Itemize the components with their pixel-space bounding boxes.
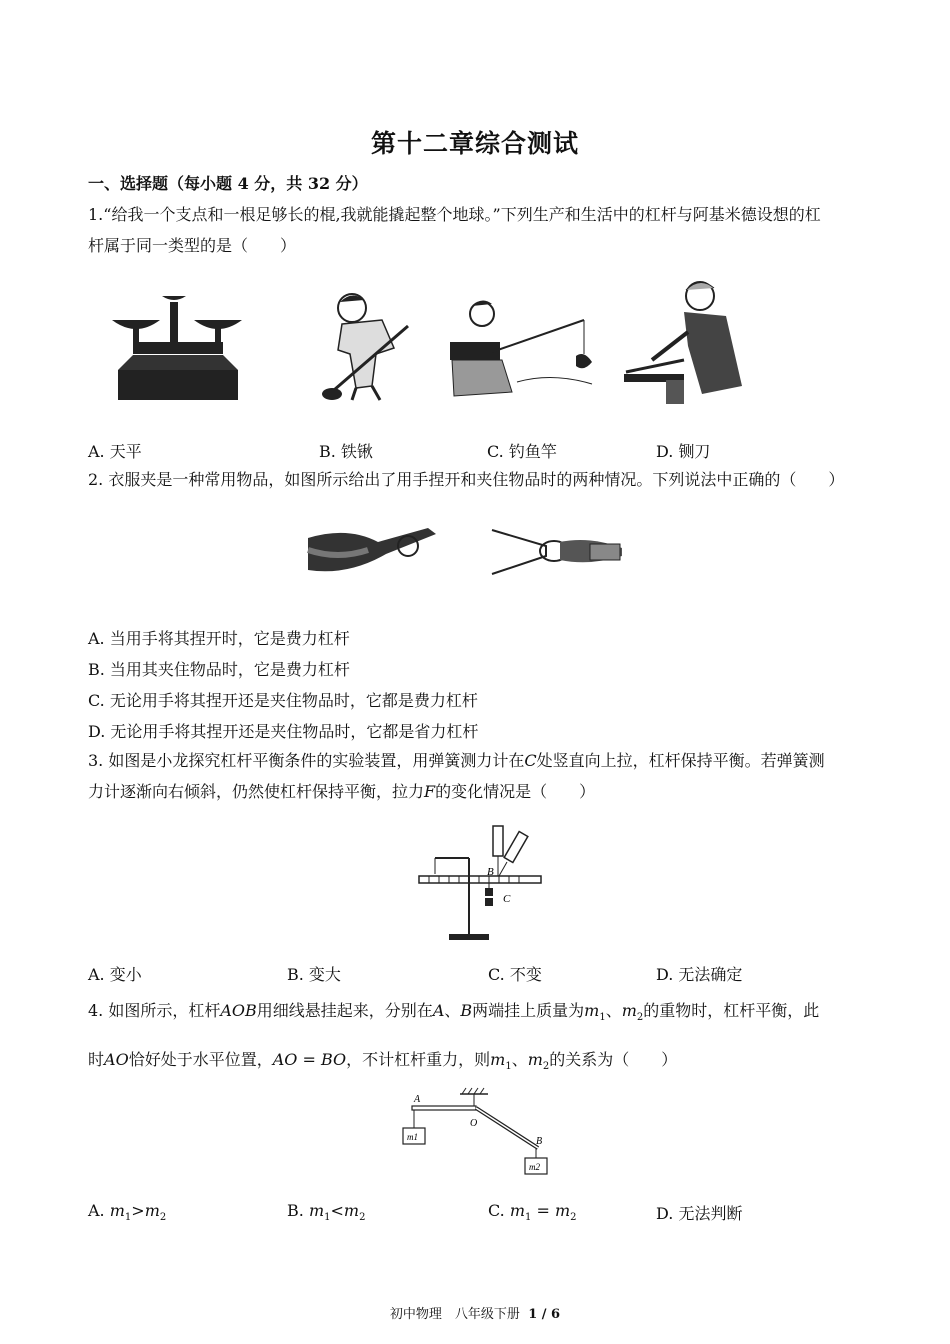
q4-sep-3: 、 [511, 1050, 528, 1069]
q4-text-b: 用细线悬挂起来，分别在 [256, 1001, 433, 1020]
q4-opt-c-rel: = [531, 1201, 555, 1220]
q2-option-a[interactable]: A. 当用手将其捏开时，它是费力杠杆 [88, 629, 350, 648]
q3-option-b[interactable]: B. 变大 [287, 965, 341, 984]
q2-option-b[interactable]: B. 当用其夹住物品时，它是费力杠杆 [88, 660, 350, 679]
label-a: A [414, 1094, 421, 1105]
q3-text-a: 3. 如图是小龙探究杠杆平衡条件的实验装置，用弹簧测力计在 [88, 751, 525, 770]
page-title: 第十二章综合测试 [370, 129, 579, 158]
q4-opt-d-text: 无法判断 [678, 1204, 743, 1223]
q2-option-d[interactable]: D. 无论用手将其捏开还是夹住物品时，它都是省力杠杆 [88, 722, 479, 741]
q4-sub-2b: 2 [542, 1061, 550, 1073]
q4-opt-c-sub2: 2 [570, 1212, 577, 1224]
q4-var-m2: m [621, 1001, 637, 1020]
q4-text-e: 时 [88, 1050, 105, 1069]
question-4-line1 [88, 995, 868, 1034]
q1-option-b[interactable]: B. 铁锹 [319, 442, 373, 461]
q4-opt-c-m2: m [554, 1201, 571, 1220]
clothespin-open-figure [308, 520, 448, 584]
q1-option-a[interactable]: A. 天平 [88, 442, 142, 461]
question-1-text [88, 199, 868, 261]
q4-opt-b-m2: m [343, 1201, 360, 1220]
q4-option-d[interactable] [656, 1201, 742, 1224]
label-b: B [487, 866, 494, 878]
q4-sep-2: 、 [605, 1001, 622, 1020]
question-2-text: 2. 衣服夹是一种常用物品，如图所示给出了用手捏开和夹住物品时的两种情况。下列说法中正确的（ ） [88, 470, 845, 489]
q4-var-ao: AO [104, 1050, 129, 1069]
q4-var-b: B [460, 1001, 473, 1020]
q3-option-a[interactable]: A. 变小 [88, 965, 142, 984]
clothespin-closed-figure [490, 520, 630, 584]
q3-text-c: 力计逐渐向右倾斜，仍然使杠杆保持平衡，拉力 [88, 782, 425, 801]
q4-opt-a-m2: m [144, 1201, 160, 1220]
q2-option-c[interactable]: C. 无论用手将其捏开还是夹住物品时，它都是费力杠杆 [88, 691, 478, 710]
question-1-line2: 杆属于同一类型的是（ ） [88, 236, 297, 255]
footer-text: 初中物理 八年级下册 [389, 1307, 520, 1322]
q3-text-b: 处竖直向上拉，杠杆保持平衡。若弹簧测 [536, 751, 825, 770]
q4-opt-a-m1: m [109, 1201, 125, 1220]
label-b: B [536, 1136, 543, 1147]
q4-var-m1: m [584, 1001, 600, 1020]
balance-scale-figure [108, 290, 248, 402]
q4-sep-1: 、 [444, 1001, 461, 1020]
q4-equation: AO = BO [272, 1050, 347, 1069]
label-c: C [503, 893, 511, 905]
label-o: O [470, 1118, 478, 1129]
q4-var-a: A [432, 1001, 445, 1020]
q1-option-c[interactable]: C. 钓鱼竿 [487, 442, 557, 461]
q4-option-b[interactable] [287, 1201, 365, 1223]
q4-var-m1b: m [490, 1050, 506, 1069]
q4-var-aob: AOB [220, 1001, 257, 1020]
q4-sub-1: 1 [599, 1012, 606, 1024]
q4-opt-b-sub2: 2 [359, 1212, 366, 1224]
question-1-line1: 1.“给我一个支点和一根足够长的棍,我就能撬起整个地球。”下列生产和生活中的杠杆与阿基米德设想的杠 [88, 205, 821, 224]
label-m2: m2 [529, 1162, 540, 1172]
q3-text-d: 的变化情况是（ ） [435, 782, 596, 801]
q4-sub-1b: 1 [505, 1061, 512, 1073]
q3-var-c: C [524, 751, 537, 770]
q4-option-a[interactable] [88, 1201, 166, 1223]
question-3-line1 [88, 745, 868, 776]
q1-option-d[interactable]: D. 铡刀 [656, 442, 711, 461]
q4-opt-d-letter: D. [656, 1204, 674, 1223]
q4-opt-b-m1: m [308, 1201, 325, 1220]
q4-opt-a-letter: A. [88, 1201, 105, 1220]
question-3-line2 [88, 776, 868, 807]
q3-var-f: F [424, 782, 436, 801]
q4-opt-b-sub1: 1 [324, 1212, 331, 1224]
q4-opt-a-rel: > [131, 1201, 145, 1220]
q3-option-d[interactable]: D. 无法确定 [656, 965, 743, 984]
q4-opt-c-letter: C. [488, 1201, 505, 1220]
fishing-rod-figure [442, 292, 592, 407]
q4-text-a: 4. 如图所示，杠杆 [88, 1001, 221, 1020]
lever-experiment-figure [415, 818, 545, 944]
section-heading: 一、选择题（每小题 4 分，共 32 分） [88, 174, 368, 193]
q3-option-c[interactable]: C. 不变 [488, 965, 542, 984]
q4-text-h: 的关系为（ ） [549, 1050, 678, 1069]
q4-sub-2: 2 [636, 1012, 644, 1024]
lever-aob-figure [398, 1088, 558, 1180]
q4-opt-c-m1: m [509, 1201, 526, 1220]
q4-text-f: 恰好处于水平位置， [128, 1050, 273, 1069]
shovel-figure [312, 290, 422, 405]
question-4-line2 [88, 1044, 868, 1083]
q4-option-c[interactable] [488, 1201, 577, 1223]
label-m1: m1 [407, 1132, 418, 1142]
question-3-text [88, 745, 868, 807]
page-footer [0, 1303, 950, 1322]
q4-text-d: 的重物时，杠杆平衡，此 [643, 1001, 820, 1020]
page-number: 1 / 6 [528, 1307, 561, 1322]
q4-opt-c-sub1: 1 [525, 1212, 532, 1224]
q4-var-m2b: m [527, 1050, 543, 1069]
q4-text-c: 两端挂上质量为 [472, 1001, 585, 1020]
q4-opt-a-sub1: 1 [124, 1212, 132, 1224]
q4-opt-b-rel: < [330, 1201, 344, 1220]
q4-opt-a-sub2: 2 [159, 1212, 167, 1224]
q4-text-g: ，不计杠杆重力，则 [346, 1050, 491, 1069]
q4-opt-b-letter: B. [287, 1201, 304, 1220]
guillotine-cutter-figure [622, 276, 752, 408]
